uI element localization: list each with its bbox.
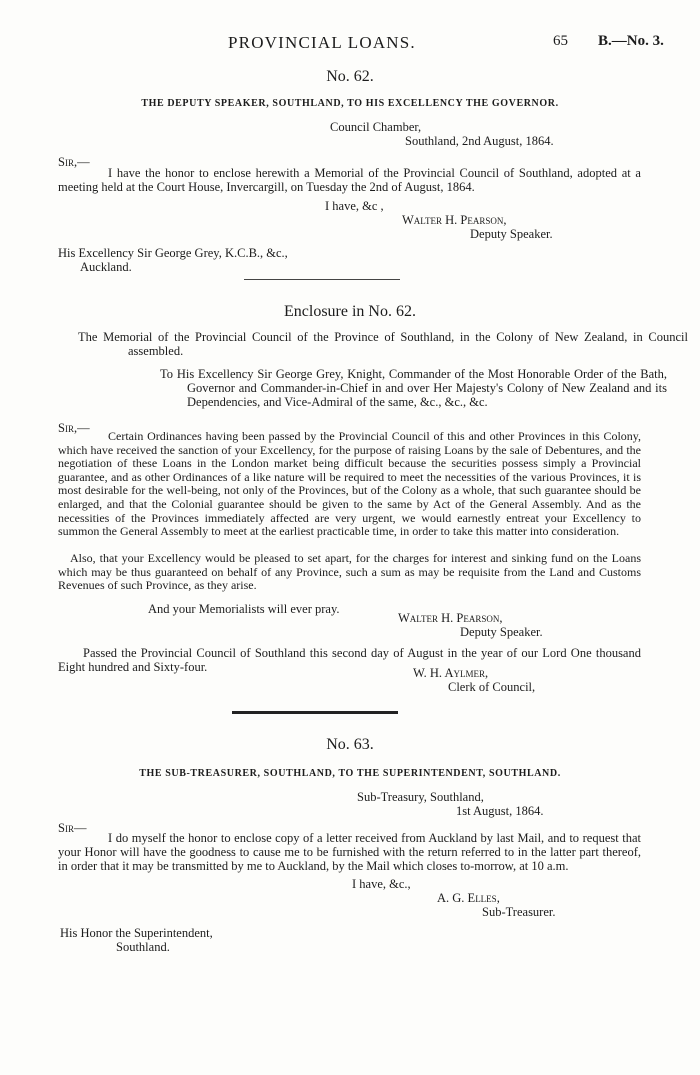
page-number: 65 bbox=[553, 33, 568, 49]
doc63-addressee-line2: Southland. bbox=[116, 940, 170, 954]
section-divider bbox=[244, 279, 400, 280]
doc62-addressee-line2: Auckland. bbox=[80, 260, 132, 274]
doc62-place-line2: Southland, 2nd August, 1864. bbox=[405, 134, 554, 148]
enclosure62-signer-title: Deputy Speaker. bbox=[460, 625, 543, 639]
enclosure62-signer-name: Walter H. Pearson, bbox=[398, 611, 503, 625]
doc62-number: No. 62. bbox=[326, 68, 374, 85]
doc62-signer-name: Walter H. Pearson, bbox=[402, 213, 507, 227]
doc62-place-line1: Council Chamber, bbox=[330, 120, 422, 134]
doc62-heading: THE DEPUTY SPEAKER, SOUTHLAND, TO HIS EXCELLENCY THE GOVERNOR. bbox=[141, 98, 559, 109]
doc63-body: I do myself the honor to enclose copy of a letter received from Auckland by last Mail, and to request that your Honor will have the goodness to cause me to be furnished with the return referred to in the latter part thereof, in order that it may be transmitted by me to Auckland, by the Mail which closes to-morrow, at 10 a.m. bbox=[58, 831, 641, 873]
doc63-heading: THE SUB-TREASURER, SOUTHLAND, TO THE SUPERINTENDENT, SOUTHLAND. bbox=[139, 768, 561, 779]
enclosure62-memorial-intro: The Memorial of the Provincial Council of the Province of Southland, in the Colony of New Zealand, in Council assembled. bbox=[78, 330, 688, 358]
doc63-addressee-line1: His Honor the Superintendent, bbox=[60, 926, 213, 940]
doc63-place-line2: 1st August, 1864. bbox=[456, 804, 544, 818]
doc62-signer-title: Deputy Speaker. bbox=[470, 227, 553, 241]
document-reference: B.—No. 3. bbox=[598, 33, 664, 49]
doc63-salutation: Sir— bbox=[58, 821, 87, 835]
enclosure62-clerk-title: Clerk of Council, bbox=[448, 680, 536, 694]
doc62-addressee-line1: His Excellency Sir George Grey, K.C.B., &c., bbox=[58, 246, 288, 260]
doc63-number: No. 63. bbox=[326, 736, 374, 753]
enclosure62-paragraph2: Also, that your Excellency would be pleased to set apart, for the charges for interest and sinking fund on the Loans which may be thus guaranteed on behalf of any Province, such a sum as may be requisite from the Land and Customs Revenues of such Province, as they arise. bbox=[58, 551, 641, 593]
doc62-closing: I have, &c , bbox=[325, 199, 384, 213]
doc62-salutation: Sir,— bbox=[58, 155, 90, 169]
enclosure62-passed: Passed the Provincial Council of Southland this second day of August in the year of our Lord One thousand Eight hundred and Sixty-four. bbox=[58, 646, 641, 674]
enclosure62-title: Enclosure in No. 62. bbox=[284, 303, 416, 320]
enclosure62-clerk-name: W. H. Aylmer, bbox=[413, 666, 489, 680]
section-divider-thick bbox=[232, 711, 398, 714]
doc62-body: I have the honor to enclose herewith a Memorial of the Provincial Council of Southland, adopted at a meeting held at the Court House, Invercargill, on Tuesday the 2nd of August, 1864. bbox=[58, 166, 641, 194]
enclosure62-pray: And your Memorialists will ever pray. bbox=[148, 602, 340, 616]
doc63-closing: I have, &c., bbox=[352, 877, 411, 891]
enclosure62-salutation: Sir,— bbox=[58, 421, 90, 435]
enclosure62-to-address: To His Excellency Sir George Grey, Knight, Commander of the Most Honorable Order of the Bath, Governor and Commander-in-Chief in and over Her Majesty's Colony of New Zealand and its Dependencies, and Vice-Admiral of the same, &c., &c., &c. bbox=[160, 367, 667, 409]
doc63-place-line1: Sub-Treasury, Southland, bbox=[357, 790, 484, 804]
enclosure62-paragraph1: Certain Ordinances having been passed by the Provincial Council of this and other Provinces in this Colony, which have received the sanction of your Excellency, for the purpose of raising Loans by the sale of Debentures, and the negotiation of these Loans in the London market being difficult because the securities possess simply a Provincial guarantee, and as other Ordinances of a like nature will be required to meet the necessities of the various Provinces, it is most desirable for the well-being, not only of the Provinces, but of the Colony as a whole, that such guarantee should be enlarged, and that the Colonial guarantee should be given to the same by Act of the General Assembly. And as the necessities of the Provinces immediately affected are very urgent, we would earnestly entreat your Excellency to summon the General Assembly to meet at the earliest practicable time, in order to take this matter into consideration. bbox=[58, 429, 641, 539]
doc63-signer-name: A. G. Elles, bbox=[437, 891, 500, 905]
doc63-signer-title: Sub-Treasurer. bbox=[482, 905, 556, 919]
running-head-title: PROVINCIAL LOANS. bbox=[228, 33, 416, 52]
running-head bbox=[0, 33, 700, 55]
